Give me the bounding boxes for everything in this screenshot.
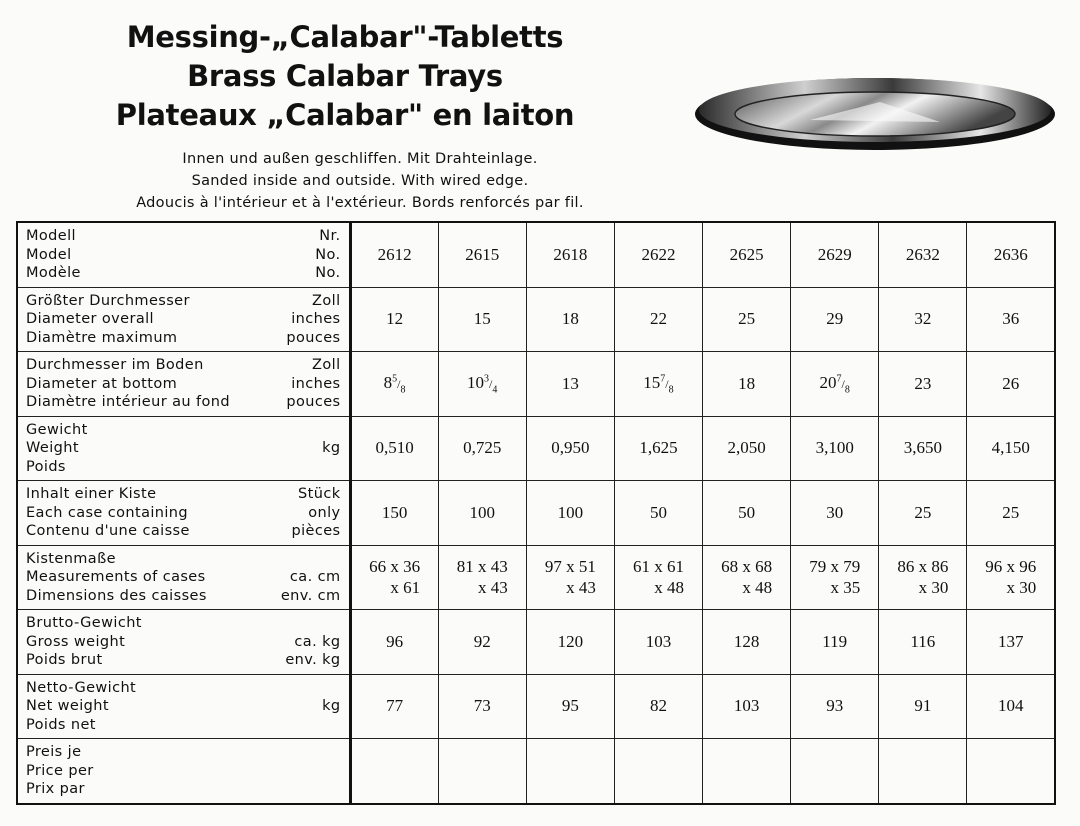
label-line xyxy=(26,393,341,412)
label-line xyxy=(26,568,341,587)
fraction-slash: / xyxy=(665,376,669,391)
title-german: Messing-„Calabar"-Tabletts xyxy=(126,20,564,54)
label-text: Each case containing xyxy=(26,504,189,521)
dimension-line: x 43 xyxy=(566,578,596,598)
fraction-value xyxy=(383,372,406,395)
row-label xyxy=(17,674,350,739)
subtitle-block xyxy=(60,148,660,214)
value-cell xyxy=(967,481,1055,546)
dimension-line: x 48 xyxy=(654,578,684,598)
value-text: 25 xyxy=(738,309,756,329)
value-text: 95 xyxy=(561,696,579,716)
value-cell xyxy=(791,739,879,804)
value-text: 82 xyxy=(649,696,667,716)
value-text: 2612 xyxy=(377,244,412,264)
fraction-denominator: 8 xyxy=(400,383,406,395)
case-dimensions xyxy=(369,556,420,598)
value-text: 2,050 xyxy=(727,438,766,458)
label-line xyxy=(26,651,341,670)
value-cell xyxy=(526,222,614,287)
value-cell xyxy=(791,222,879,287)
label-line xyxy=(26,264,341,283)
label-text: Diameter overall xyxy=(26,311,154,327)
value-text: 137 xyxy=(997,631,1024,651)
fraction-value xyxy=(562,374,579,393)
label-unit: Nr. xyxy=(319,228,341,244)
label-unit: pouces xyxy=(286,394,341,410)
label-text: Modèle xyxy=(26,265,81,281)
value-cell xyxy=(879,545,967,610)
table-row xyxy=(17,739,1055,804)
label-line xyxy=(26,614,341,633)
table-row xyxy=(17,545,1055,610)
value-cell xyxy=(791,287,879,352)
label-line xyxy=(26,633,341,652)
value-cell xyxy=(967,416,1055,481)
case-dimensions xyxy=(457,556,508,598)
value-text: 0,725 xyxy=(463,438,502,458)
value-text: 2622 xyxy=(641,244,676,264)
fraction-value xyxy=(914,374,931,393)
row-label xyxy=(17,610,350,675)
value-text: 2625 xyxy=(729,244,764,264)
value-cell xyxy=(703,739,791,804)
dimension-line: 68 x 68 xyxy=(721,557,773,577)
value-text: 30 xyxy=(826,502,844,522)
title-english: Brass Calabar Trays xyxy=(187,59,503,93)
value-cell xyxy=(791,545,879,610)
brass-tray-icon xyxy=(690,62,1060,162)
whole-part: 10 xyxy=(467,372,485,392)
value-text: 103 xyxy=(645,631,672,651)
fraction-denominator: 8 xyxy=(668,383,674,395)
value-text: 2629 xyxy=(817,244,852,264)
label-line xyxy=(26,329,341,348)
label-text: Preis je xyxy=(26,744,82,760)
value-text: 4,150 xyxy=(991,438,1030,458)
label-text: Diamètre maximum xyxy=(26,329,178,346)
case-dimensions xyxy=(721,556,772,598)
fraction-value xyxy=(819,372,850,395)
value-text: 29 xyxy=(826,309,844,329)
value-text: 1,625 xyxy=(639,438,678,458)
value-text: 120 xyxy=(557,631,584,651)
value-cell xyxy=(526,287,614,352)
value-text: 116 xyxy=(910,631,936,651)
value-cell xyxy=(350,352,438,417)
case-dimensions xyxy=(545,556,596,598)
spec-table xyxy=(16,221,1056,805)
value-cell xyxy=(879,739,967,804)
label-unit: kg xyxy=(322,440,341,456)
value-text: 15 xyxy=(473,309,491,329)
label-line xyxy=(26,458,341,477)
value-cell xyxy=(614,674,702,739)
value-cell xyxy=(526,610,614,675)
value-cell xyxy=(350,610,438,675)
table-row xyxy=(17,416,1055,481)
value-cell xyxy=(791,352,879,417)
subtitle-english: Sanded inside and outside. With wired edge. xyxy=(191,173,529,189)
value-cell xyxy=(879,674,967,739)
value-cell xyxy=(438,610,526,675)
label-line xyxy=(26,587,341,606)
label-line xyxy=(26,762,341,781)
label-unit: env. kg xyxy=(285,652,341,668)
whole-part: 8 xyxy=(383,372,393,392)
row-label xyxy=(17,222,350,287)
value-text: 12 xyxy=(386,309,404,329)
value-cell xyxy=(703,610,791,675)
value-cell xyxy=(703,545,791,610)
dimension-line: 81 x 43 xyxy=(456,557,508,577)
value-cell xyxy=(879,610,967,675)
value-text: 96 xyxy=(386,631,404,651)
value-text: 73 xyxy=(473,696,491,716)
dimension-line: x 48 xyxy=(742,578,773,598)
title-block xyxy=(100,18,590,135)
value-text: 50 xyxy=(649,502,667,522)
fraction-slash: / xyxy=(489,376,493,391)
label-unit: pièces xyxy=(291,523,341,539)
table-row xyxy=(17,222,1055,287)
label-unit: No. xyxy=(315,246,341,263)
table-row xyxy=(17,481,1055,546)
label-text: Gross weight xyxy=(26,633,126,650)
label-text: Netto-Gewicht xyxy=(26,679,137,696)
value-cell xyxy=(967,222,1055,287)
label-line xyxy=(26,743,341,762)
label-text: Kistenmaße xyxy=(26,550,116,567)
value-cell xyxy=(526,739,614,804)
label-unit: only xyxy=(308,504,341,521)
value-cell xyxy=(703,352,791,417)
value-text: 3,650 xyxy=(903,438,942,458)
value-cell xyxy=(438,545,526,610)
label-line xyxy=(26,504,341,523)
table-row xyxy=(17,287,1055,352)
label-text: Gewicht xyxy=(26,421,88,438)
label-text: Prix par xyxy=(26,781,85,797)
value-cell xyxy=(967,610,1055,675)
label-line xyxy=(26,485,341,504)
label-unit: ca. kg xyxy=(294,633,341,650)
value-cell xyxy=(791,674,879,739)
whole-part: 18 xyxy=(738,373,756,393)
value-cell xyxy=(350,416,438,481)
title-french: Plateaux „Calabar" en laiton xyxy=(115,98,575,132)
label-line xyxy=(26,679,341,698)
value-cell xyxy=(703,481,791,546)
value-text: 104 xyxy=(997,696,1024,716)
fraction-numerator: 5 xyxy=(392,372,398,384)
value-cell xyxy=(879,352,967,417)
value-text: 3,100 xyxy=(815,438,854,458)
label-line xyxy=(26,421,341,440)
value-text: 119 xyxy=(822,631,848,651)
label-line xyxy=(26,550,341,569)
value-cell xyxy=(703,222,791,287)
value-text: 36 xyxy=(1002,309,1020,329)
value-cell xyxy=(703,674,791,739)
dimension-line: 86 x 86 xyxy=(897,557,949,577)
value-text: 50 xyxy=(738,502,756,522)
value-cell xyxy=(614,287,702,352)
label-unit: Zoll xyxy=(312,357,341,373)
label-line xyxy=(26,522,341,541)
label-unit: Stück xyxy=(298,486,341,502)
fraction-numerator: 3 xyxy=(484,372,490,384)
value-text: 150 xyxy=(381,502,408,522)
label-text: Brutto-Gewicht xyxy=(26,615,142,631)
value-text: 22 xyxy=(649,309,667,329)
value-cell xyxy=(350,674,438,739)
fraction-value xyxy=(643,372,674,395)
whole-part: 15 xyxy=(643,372,661,392)
value-cell xyxy=(438,352,526,417)
row-label xyxy=(17,739,350,804)
label-text: Measurements of cases xyxy=(26,569,206,585)
value-cell xyxy=(438,416,526,481)
label-line xyxy=(26,375,341,394)
dimension-line: x 43 xyxy=(477,578,508,598)
label-line xyxy=(26,227,341,246)
value-cell xyxy=(967,545,1055,610)
fraction-slash: / xyxy=(397,376,401,391)
value-text: 32 xyxy=(914,309,932,329)
fraction-numerator: 7 xyxy=(660,372,666,384)
value-text: 0,950 xyxy=(551,438,590,458)
value-cell xyxy=(438,674,526,739)
value-cell xyxy=(967,739,1055,804)
whole-part: 20 xyxy=(819,372,837,392)
label-text: Poids brut xyxy=(26,652,103,668)
value-cell xyxy=(703,416,791,481)
label-unit: kg xyxy=(322,698,341,714)
value-text: 103 xyxy=(733,696,760,716)
label-line xyxy=(26,246,341,265)
label-line xyxy=(26,356,341,375)
label-text: Diameter at bottom xyxy=(26,375,178,392)
case-dimensions xyxy=(633,556,684,598)
table-row xyxy=(17,352,1055,417)
table-row xyxy=(17,610,1055,675)
value-cell xyxy=(350,287,438,352)
fraction-slash: / xyxy=(841,376,845,391)
value-cell xyxy=(350,481,438,546)
value-cell xyxy=(526,481,614,546)
value-text: 0,510 xyxy=(375,438,414,458)
table-row xyxy=(17,674,1055,739)
value-text: 100 xyxy=(557,502,584,522)
dimension-line: x 30 xyxy=(1006,578,1037,598)
value-cell xyxy=(967,287,1055,352)
label-line xyxy=(26,716,341,735)
dimension-line: x 30 xyxy=(918,578,949,598)
value-cell xyxy=(526,674,614,739)
row-label xyxy=(17,352,350,417)
label-line xyxy=(26,439,341,458)
value-text: 2615 xyxy=(465,244,500,264)
label-text: Price per xyxy=(26,762,94,779)
value-cell xyxy=(350,545,438,610)
value-cell xyxy=(614,416,702,481)
whole-part: 23 xyxy=(914,373,932,393)
label-unit: pouces xyxy=(286,329,341,346)
value-cell xyxy=(350,739,438,804)
fraction-value xyxy=(738,374,755,393)
fraction-denominator: 4 xyxy=(492,383,498,395)
label-unit: inches xyxy=(291,375,341,392)
subtitle-french: Adoucis à l'intérieur et à l'extérieur. Bords renforcés par fil. xyxy=(136,195,584,211)
value-text: 25 xyxy=(1002,502,1020,522)
subtitle-german: Innen und außen geschliffen. Mit Drahteinlage. xyxy=(182,151,538,167)
dimension-line: 96 x 96 xyxy=(985,557,1037,577)
value-text: 100 xyxy=(469,502,495,522)
dimension-line: 61 x 61 xyxy=(632,557,684,577)
case-dimensions xyxy=(897,556,948,598)
value-cell xyxy=(614,610,702,675)
value-cell xyxy=(879,416,967,481)
label-text: Durchmesser im Boden xyxy=(26,357,204,373)
fraction-value xyxy=(467,372,498,395)
label-unit: Zoll xyxy=(312,292,341,309)
fraction-value xyxy=(1002,374,1019,393)
value-cell xyxy=(879,481,967,546)
row-label xyxy=(17,287,350,352)
value-text: 25 xyxy=(914,502,932,522)
dimension-line: 66 x 36 xyxy=(369,557,421,577)
dimension-line: 97 x 51 xyxy=(544,557,596,577)
value-cell xyxy=(791,481,879,546)
value-text: 2636 xyxy=(993,244,1028,264)
value-cell xyxy=(967,352,1055,417)
value-cell xyxy=(791,610,879,675)
label-text: Poids net xyxy=(26,716,96,733)
value-cell xyxy=(526,352,614,417)
dimension-line: x 35 xyxy=(830,578,861,598)
value-cell xyxy=(967,674,1055,739)
value-cell xyxy=(614,739,702,804)
label-unit: No. xyxy=(315,265,341,281)
whole-part: 26 xyxy=(1002,373,1020,393)
label-text: Dimensions des caisses xyxy=(26,587,207,604)
dimension-line: x 61 xyxy=(390,578,421,598)
case-dimensions xyxy=(809,556,860,598)
label-text: Poids xyxy=(26,458,66,475)
value-cell xyxy=(614,352,702,417)
fraction-denominator: 8 xyxy=(844,383,850,395)
value-cell xyxy=(350,222,438,287)
dimension-line: 79 x 79 xyxy=(809,557,861,577)
label-text: Modell xyxy=(26,228,76,244)
value-text: 18 xyxy=(561,309,579,329)
value-cell xyxy=(438,222,526,287)
value-cell xyxy=(791,416,879,481)
value-text: 2618 xyxy=(553,244,588,264)
value-cell xyxy=(614,481,702,546)
label-line xyxy=(26,697,341,716)
label-unit: ca. cm xyxy=(289,569,341,585)
label-line xyxy=(26,780,341,799)
label-text: Contenu d'une caisse xyxy=(26,523,190,539)
value-text: 92 xyxy=(473,631,491,651)
label-text: Weight xyxy=(26,440,79,456)
fraction-numerator: 7 xyxy=(836,372,842,384)
label-text: Model xyxy=(26,246,72,263)
value-cell xyxy=(879,222,967,287)
row-label xyxy=(17,545,350,610)
label-text: Diamètre intérieur au fond xyxy=(26,394,230,410)
value-cell xyxy=(614,545,702,610)
value-text: 128 xyxy=(733,631,760,651)
value-text: 2632 xyxy=(905,244,940,264)
value-cell xyxy=(526,545,614,610)
label-unit: env. cm xyxy=(280,587,341,604)
row-label xyxy=(17,481,350,546)
value-cell xyxy=(438,739,526,804)
value-cell xyxy=(879,287,967,352)
value-text: 77 xyxy=(386,696,404,716)
value-cell xyxy=(703,287,791,352)
label-text: Inhalt einer Kiste xyxy=(26,486,157,502)
value-text: 91 xyxy=(914,696,932,716)
value-cell xyxy=(438,287,526,352)
label-unit: inches xyxy=(291,311,341,327)
whole-part: 13 xyxy=(561,373,579,393)
case-dimensions xyxy=(985,556,1036,598)
label-line xyxy=(26,310,341,329)
row-label xyxy=(17,416,350,481)
value-cell xyxy=(614,222,702,287)
label-text: Net weight xyxy=(26,698,109,714)
value-cell xyxy=(438,481,526,546)
label-text: Größter Durchmesser xyxy=(26,292,190,309)
value-cell xyxy=(526,416,614,481)
value-text: 93 xyxy=(826,696,844,716)
label-line xyxy=(26,292,341,311)
